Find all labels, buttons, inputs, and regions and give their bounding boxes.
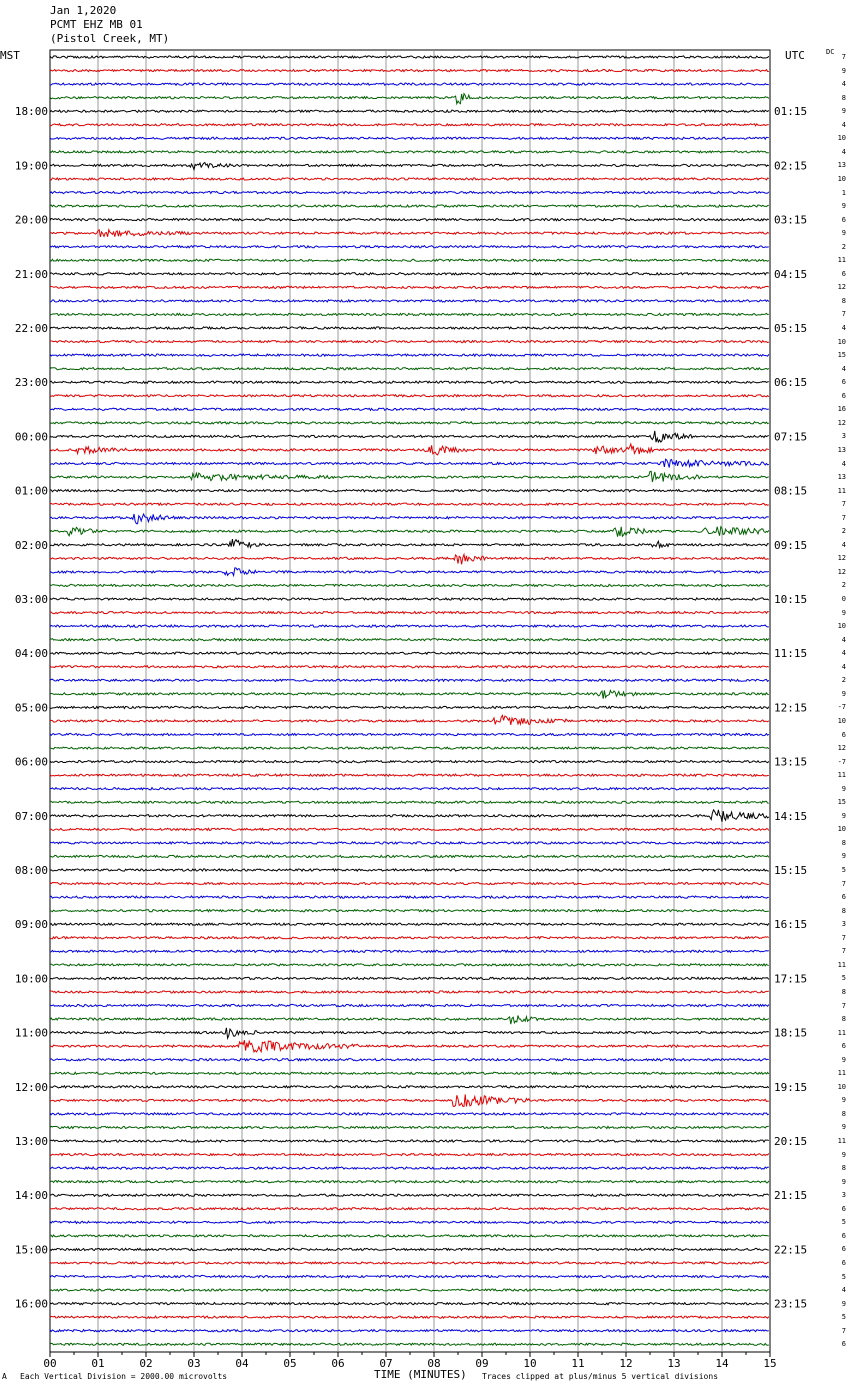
trace-43 [50, 639, 769, 641]
corner-mark: A [2, 1372, 7, 1381]
trace-1 [50, 70, 769, 72]
left-hour-label: 13:00 [14, 1135, 48, 1148]
dc-offset-37: 12 [837, 554, 846, 563]
dc-offset-63: 8 [841, 906, 846, 915]
trace-68 [50, 977, 769, 979]
trace-66 [50, 950, 769, 952]
left-hour-label: 04:00 [14, 647, 48, 661]
dc-offset-14: 2 [841, 242, 846, 251]
dc-offset-60: 5 [841, 866, 846, 874]
trace-37 [50, 554, 769, 564]
dc-offset-21: 10 [837, 337, 846, 346]
location-label: (Pistol Creek, MT) [50, 32, 170, 45]
dc-offset-15: 11 [837, 256, 846, 265]
dc-offset-24: 6 [841, 378, 846, 387]
left-hour-label: 19:00 [14, 159, 48, 173]
trace-15 [50, 259, 769, 261]
trace-91 [50, 1289, 769, 1291]
trace-95 [50, 1343, 769, 1345]
dc-offset-5: 4 [841, 120, 846, 129]
dc-offset-16: 6 [841, 269, 846, 278]
left-hour-label: 05:00 [14, 701, 48, 715]
trace-6 [50, 137, 769, 139]
dc-offset-68: 5 [841, 974, 846, 983]
left-hour-label: 11:00 [14, 1026, 48, 1040]
trace-73 [50, 1040, 769, 1052]
right-hour-label: 05:15 [774, 322, 808, 335]
right-hour-label: 20:15 [774, 1135, 808, 1148]
trace-26 [50, 408, 769, 410]
dc-offset-39: 2 [841, 581, 846, 590]
x-tick-label-15: 15 [763, 1357, 777, 1370]
trace-57 [50, 828, 769, 830]
trace-39 [50, 584, 769, 586]
trace-44 [50, 652, 769, 654]
trace-7 [50, 151, 769, 153]
trace-20 [50, 327, 769, 329]
dc-offset-19: 7 [841, 310, 846, 319]
x-tick-label-07: 07 [379, 1357, 393, 1370]
right-hour-label: 18:15 [774, 1026, 808, 1040]
dc-offset-56: 9 [841, 811, 846, 820]
left-hour-label: 21:00 [14, 267, 48, 281]
trace-18 [50, 300, 769, 302]
dc-offset-72: 11 [837, 1028, 846, 1037]
trace-65 [50, 937, 769, 939]
dc-offset-84: 3 [841, 1191, 846, 1200]
dc-offset-75: 11 [837, 1069, 846, 1078]
dc-offset-26: 16 [837, 405, 846, 414]
x-tick-label-12: 12 [619, 1357, 633, 1370]
trace-78 [50, 1113, 769, 1115]
trace-85 [50, 1208, 769, 1210]
trace-29 [50, 444, 769, 455]
dc-offset-38: 12 [837, 567, 846, 576]
trace-54 [50, 788, 769, 790]
right-hour-label: 07:15 [774, 430, 808, 444]
dc-offset-74: 9 [841, 1055, 846, 1064]
trace-93 [50, 1316, 769, 1318]
trace-46 [50, 679, 769, 681]
trace-10 [50, 191, 769, 193]
dc-offset-54: 9 [841, 784, 846, 793]
right-hour-label: 19:15 [774, 1080, 808, 1094]
trace-12 [50, 219, 769, 221]
trace-34 [50, 514, 769, 524]
trace-61 [50, 883, 769, 885]
trace-31 [50, 471, 769, 482]
trace-40 [50, 598, 769, 600]
dc-offset-52: -7 [837, 757, 846, 766]
trace-23 [50, 368, 769, 370]
trace-76 [50, 1086, 769, 1088]
dc-offset-70: 7 [841, 1001, 846, 1010]
dc-offset-0: 7 [841, 53, 846, 61]
trace-70 [50, 1004, 769, 1006]
dc-offset-89: 6 [841, 1258, 846, 1267]
trace-5 [50, 124, 769, 126]
x-tick-label-05: 05 [283, 1357, 297, 1370]
trace-47 [50, 691, 769, 699]
dc-offset-92: 9 [841, 1299, 846, 1308]
trace-79 [50, 1126, 769, 1128]
x-axis-title: TIME (MINUTES) [374, 1368, 467, 1381]
dc-offset-94: 7 [841, 1326, 846, 1335]
dc-offset-86: 5 [841, 1218, 846, 1227]
trace-51 [50, 747, 769, 749]
dc-offset-40: 0 [841, 595, 846, 603]
trace-74 [50, 1059, 769, 1061]
trace-19 [50, 313, 769, 315]
right-hour-label: 06:15 [774, 376, 808, 390]
dc-offset-31: 13 [837, 473, 846, 482]
right-hour-label: 04:15 [774, 267, 808, 281]
dc-offset-62: 6 [841, 893, 846, 902]
station-label: PCMT EHZ MB 01 [50, 18, 143, 31]
left-hour-label: 10:00 [14, 972, 48, 986]
trace-92 [50, 1303, 769, 1305]
trace-83 [50, 1181, 769, 1183]
dc-offset-73: 6 [841, 1042, 846, 1051]
dc-offset-71: 8 [841, 1015, 846, 1024]
dc-offset-17: 12 [837, 283, 846, 292]
x-tick-label-14: 14 [715, 1357, 729, 1370]
trace-35 [50, 527, 769, 537]
dc-offset-8: 13 [837, 161, 846, 170]
dc-offset-1: 9 [841, 66, 846, 75]
dc-offset-61: 7 [841, 879, 846, 888]
left-hour-label: 16:00 [14, 1297, 48, 1311]
dc-offset-76: 10 [837, 1082, 846, 1091]
left-hour-label: 15:00 [14, 1243, 48, 1257]
x-tick-label-11: 11 [571, 1357, 585, 1370]
x-tick-label-06: 06 [331, 1357, 345, 1370]
right-hour-label: 15:15 [774, 864, 808, 877]
trace-42 [50, 625, 769, 627]
dc-offset-93: 5 [841, 1313, 846, 1322]
left-hour-label: 12:00 [14, 1080, 48, 1094]
dc-offset-67: 11 [837, 960, 846, 969]
dc-offset-36: 4 [841, 540, 846, 549]
trace-67 [50, 964, 769, 966]
dc-offset-13: 9 [841, 229, 846, 238]
dc-offset-3: 8 [841, 93, 846, 102]
dc-offset-44: 4 [841, 649, 846, 658]
trace-52 [50, 761, 769, 763]
trace-38 [50, 568, 769, 576]
dc-offset-35: 2 [841, 527, 846, 536]
dc-offset-59: 9 [841, 852, 846, 861]
trace-63 [50, 910, 769, 912]
trace-27 [50, 422, 769, 424]
dc-offset-7: 4 [841, 147, 846, 156]
trace-22 [50, 354, 769, 356]
trace-45 [50, 666, 769, 668]
left-hour-label: 09:00 [14, 918, 48, 932]
left-hour-label: 23:00 [14, 376, 48, 390]
trace-60 [50, 869, 769, 871]
plot-frame [50, 50, 770, 1352]
trace-87 [50, 1235, 769, 1237]
dc-offset-18: 8 [841, 296, 846, 305]
dc-offset-30: 4 [841, 459, 846, 468]
trace-28 [50, 431, 769, 442]
trace-72 [50, 1028, 769, 1038]
left-hour-label: 03:00 [14, 593, 48, 606]
left-hour-label: 08:00 [14, 864, 48, 877]
trace-82 [50, 1167, 769, 1169]
right-hour-label: 09:15 [774, 538, 808, 552]
dc-offset-12: 6 [841, 215, 846, 224]
trace-25 [50, 395, 769, 397]
dc-offset-50: 6 [841, 730, 846, 739]
trace-84 [50, 1194, 769, 1196]
x-tick-label-08: 08 [427, 1357, 441, 1370]
x-tick-label-09: 09 [475, 1357, 489, 1370]
dc-offset-23: 4 [841, 364, 846, 373]
dc-offset-42: 10 [837, 622, 846, 631]
trace-88 [50, 1248, 769, 1250]
clip-note: Traces clipped at plus/minus 5 vertical divisions [482, 1372, 719, 1381]
date-label: Jan 1,2020 [50, 4, 117, 17]
trace-49 [50, 715, 769, 725]
dc-offset-10: 1 [841, 188, 846, 197]
x-tick-label-00: 00 [43, 1357, 57, 1370]
right-hour-label: 03:15 [774, 213, 808, 227]
trace-17 [50, 286, 769, 288]
x-tick-label-02: 02 [139, 1357, 153, 1370]
dc-offset-32: 11 [837, 486, 846, 495]
left-hour-label: 07:00 [14, 809, 48, 823]
dc-offset-82: 8 [841, 1164, 846, 1173]
trace-41 [50, 612, 769, 614]
trace-77 [50, 1094, 769, 1106]
trace-11 [50, 205, 769, 207]
dc-offset-11: 9 [841, 202, 846, 211]
trace-58 [50, 842, 769, 844]
dc-offset-51: 12 [837, 744, 846, 753]
left-timezone-label: MST [0, 49, 20, 62]
trace-86 [50, 1221, 769, 1223]
dc-offset-66: 7 [841, 947, 846, 956]
dc-offset-88: 6 [841, 1245, 846, 1254]
dc-offset-2: 4 [841, 80, 846, 89]
trace-69 [50, 991, 769, 993]
dc-offset-81: 9 [841, 1150, 846, 1159]
trace-2 [50, 83, 769, 85]
left-hour-label: 22:00 [14, 322, 48, 335]
left-hour-label: 00:00 [14, 430, 48, 444]
trace-0 [50, 56, 769, 58]
trace-36 [50, 539, 769, 547]
trace-56 [50, 810, 769, 822]
trace-32 [50, 490, 769, 492]
dc-offset-77: 9 [841, 1096, 846, 1105]
vertical-division-note: Each Vertical Division = 2000.00 microvolts [20, 1372, 228, 1381]
trace-89 [50, 1262, 769, 1264]
dc-offset-95: 6 [841, 1340, 846, 1349]
x-tick-label-03: 03 [187, 1357, 201, 1370]
right-hour-label: 17:15 [774, 972, 808, 986]
trace-71 [50, 1016, 769, 1025]
right-hour-label: 13:15 [774, 755, 808, 769]
right-hour-label: 08:15 [774, 484, 808, 498]
right-hour-label: 14:15 [774, 809, 808, 823]
right-hour-label: 12:15 [774, 701, 808, 715]
left-hour-label: 14:00 [14, 1189, 48, 1203]
dc-offset-45: 4 [841, 662, 846, 671]
dc-offset-64: 3 [841, 920, 846, 929]
dc-offset-80: 11 [837, 1137, 846, 1145]
dc-offset-43: 4 [841, 635, 846, 644]
left-hour-label: 01:00 [14, 484, 48, 498]
dc-offset-41: 9 [841, 608, 846, 617]
dc-offset-91: 4 [841, 1286, 846, 1295]
trace-13 [50, 230, 769, 237]
dc-offset-83: 9 [841, 1177, 846, 1186]
trace-14 [50, 246, 769, 248]
dc-offset-46: 2 [841, 676, 846, 685]
trace-59 [50, 855, 769, 857]
dc-offset-25: 6 [841, 391, 846, 400]
trace-75 [50, 1072, 769, 1074]
trace-62 [50, 896, 769, 898]
dc-offset-57: 10 [837, 825, 846, 834]
right-hour-label: 01:15 [774, 105, 808, 119]
dc-offset-49: 10 [837, 716, 846, 725]
dc-offset-90: 5 [841, 1272, 846, 1281]
trace-94 [50, 1330, 769, 1332]
x-tick-label-04: 04 [235, 1357, 249, 1370]
x-tick-label-01: 01 [91, 1357, 105, 1370]
dc-offset-33: 7 [841, 500, 846, 509]
dc-offset-55: 15 [837, 798, 846, 807]
trace-50 [50, 733, 769, 735]
right-timezone-label: UTC [785, 49, 805, 62]
right-hour-label: 23:15 [774, 1297, 808, 1311]
trace-24 [50, 381, 769, 383]
trace-30 [50, 459, 769, 467]
dc-offset-78: 8 [841, 1109, 846, 1118]
x-tick-label-10: 10 [523, 1357, 537, 1370]
trace-80 [50, 1140, 769, 1142]
trace-3 [50, 94, 769, 104]
dc-offset-20: 4 [841, 324, 846, 332]
dc-offset-87: 6 [841, 1231, 846, 1240]
left-hour-label: 06:00 [14, 755, 48, 769]
dc-offset-6: 10 [837, 134, 846, 143]
dc-offset-28: 3 [841, 432, 846, 441]
dc-offset-58: 8 [841, 838, 846, 847]
x-tick-label-13: 13 [667, 1357, 681, 1370]
dc-offset-29: 13 [837, 445, 846, 454]
right-hour-label: 21:15 [774, 1189, 808, 1203]
dc-offset-65: 7 [841, 933, 846, 942]
dc-offset-9: 10 [837, 174, 846, 183]
trace-53 [50, 774, 769, 776]
trace-33 [50, 503, 769, 505]
trace-9 [50, 178, 769, 180]
right-hour-label: 10:15 [774, 593, 808, 606]
dc-offset-79: 9 [841, 1123, 846, 1132]
left-hour-label: 20:00 [14, 213, 48, 227]
trace-21 [50, 341, 769, 343]
right-hour-label: 22:15 [774, 1243, 808, 1257]
trace-55 [50, 801, 769, 803]
trace-90 [50, 1275, 769, 1277]
dc-offset-4: 9 [841, 107, 846, 116]
dc-offset-22: 15 [837, 351, 846, 360]
trace-16 [50, 273, 769, 275]
dc-offset-85: 6 [841, 1204, 846, 1213]
dc-offset-34: 7 [841, 513, 846, 522]
right-hour-label: 16:15 [774, 918, 808, 932]
left-hour-label: 18:00 [14, 105, 48, 119]
dc-offset-53: 11 [837, 771, 846, 780]
dc-offset-47: 9 [841, 689, 846, 698]
trace-4 [50, 110, 769, 112]
right-hour-label: 11:15 [774, 647, 808, 661]
dc-offset-27: 12 [837, 418, 846, 427]
left-hour-label: 02:00 [14, 538, 48, 552]
trace-48 [50, 706, 769, 708]
trace-64 [50, 923, 769, 925]
trace-81 [50, 1154, 769, 1156]
dc-header-label: DC [826, 48, 835, 56]
dc-offset-69: 8 [841, 987, 846, 996]
trace-8 [50, 163, 769, 170]
dc-offset-48: -7 [837, 703, 846, 712]
right-hour-label: 02:15 [774, 159, 808, 173]
